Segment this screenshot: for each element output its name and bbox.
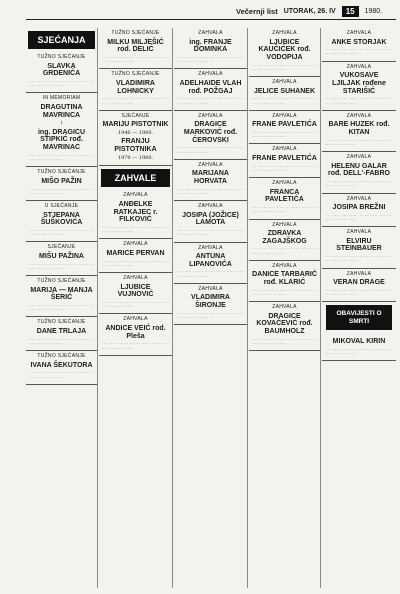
notice-body-text: · ·· · ··· ·· · ··· · ·· ··· · ·· · ··· ·· · ·· ··· ·· · ·· · ··· · ·· ·· ··· · ·· · ··· ··	[252, 206, 317, 215]
notice-heading: ZAHVALA	[198, 30, 223, 36]
notice-box	[249, 28, 320, 77]
notice-heading: ZAHVALA	[272, 304, 297, 311]
notice-box	[174, 69, 247, 110]
notice-heading: TUŽNO SJEĆANJE	[111, 30, 160, 36]
notice-name: VUKOSAVE LJILJAK rođene STARIŠIĆ	[332, 72, 386, 95]
notice-box	[322, 152, 396, 193]
notice-heading: ZAHVALA	[198, 203, 223, 210]
notice-body-text: · ·· · ··· ·· · ··· · ·· ··· · ·· · ··· ·· · ·· ··· ·· · ·· · ··· · ·· ·· ··· · ·· · ··· ··	[325, 97, 393, 106]
notice-heading: ZAHVALA	[346, 270, 372, 277]
notice-box	[322, 62, 396, 111]
notice-name: ANĐELKE RATKAJEC r. FILKOVIĆ	[113, 200, 158, 224]
notice-heading: ZAHVALA	[346, 229, 372, 236]
notice-name: MILKU MILJEŠIĆ rod. DELIĆ	[107, 38, 164, 54]
notice-body-text: · ·· · ··· ·· · ··· · ·· ··· · ·· · ··· ·· · ·· ··· ·· · ·· · ··· · ·· ·· ··· · ·· · ··· ··	[252, 337, 317, 347]
notice-name: JOSIPA (JOŽICE) LAMOTA	[182, 211, 239, 227]
notice-name: DRAGICE MARKOVIĆ rođ. ĆEROVSKI	[183, 121, 238, 144]
notice-body-text: · ·· · ··· ·· · ··· · ·· ··· · ·· · ··· ·· · ·· ··· ·· · ·· · ··· · ·· ·· ··· · ·· · ··· ··	[252, 63, 317, 72]
notice-body-text: · ·· · ··· ·· · ··· · ·· ··· · ·· · ··· ·· · ·· ··· ·· · ·· · ··· · ·· ·· ··· · ·· · ··· ··	[325, 180, 393, 189]
issue-date: UTORAK, 26. IV	[283, 7, 336, 15]
notice-box	[26, 52, 97, 93]
column-2	[99, 28, 173, 588]
notice-heading: ZAHVALA	[346, 63, 372, 70]
notice-heading: ZAHVALA	[346, 30, 372, 36]
notice-body-text: · ·· · ··· ·· · ··· · ·· ··· · ·· · ··· ·· · ·· ··· ·· · ·· · ··· · ·· ·· ··· · ·· · ··· ··	[102, 300, 169, 310]
notice-body-text: · ·· · ··· ·· · ··· · ·· ··· · ·· · ··· ·· · ·· ··· ·· · ·· · ··· · ·· ·· ··· · ·· · ··· ··	[325, 213, 393, 222]
notice-box	[99, 239, 172, 273]
notice-box	[174, 284, 247, 325]
notice-box	[322, 333, 396, 361]
notice-box	[249, 261, 320, 302]
section-banner: ZAHVALE	[101, 169, 170, 187]
notice-box	[249, 178, 320, 219]
notice-body-text: · ·· · ··· ·· · ··· · ·· ··· · ·· · ··· ·· · ·· ··· ·· · ·· · ··· · ·· ·· ··· · ·· · ··· ··	[325, 347, 393, 357]
notice-body-text: · ·· · ··· ·· · ··· · ·· ··· · ·· · ··· ·· · ·· ··· ·· · ·· · ··· · ·· ·· ··· · ·· · ··· ··	[325, 48, 393, 57]
notice-name: VLADIMIRA LOHNICKY	[116, 79, 155, 95]
notice-box	[249, 111, 320, 145]
notice-body-text: · ·· · ··· ·· · ··· · ·· ··· · ·· · ··· ·· · ·· ··· ·· · ·· · ··· · ·· ·· ··· · ·· · ··· ··	[29, 371, 94, 380]
notice-name: IVANA ŠEKUTORA	[30, 361, 93, 369]
notice-name: ing. FRANJE DOMINKA	[189, 38, 232, 54]
header-rule	[26, 19, 396, 20]
notice-name: DRAGUTINA MAVRINCA	[40, 103, 83, 119]
notice-heading: TUŽNO SJEĆANJE	[37, 353, 86, 360]
notice-box	[322, 269, 396, 303]
section-banner: SJEĆANJA	[28, 31, 95, 49]
notice-name: MARICE PERVAN	[106, 249, 165, 257]
notice-name: ZDRAVKA ZAGAJŠKOG	[262, 230, 307, 245]
notice-box	[26, 201, 97, 242]
notice-body-text: · ·· · ··· ·· · ··· · ·· ··· · ·· · ··· ·· · ·· ··· ·· · ·· · ··· · ·· ·· ··· · ·· · ··· ··	[177, 229, 244, 238]
notice-name: VLADIMIRA ŠIRONJE	[191, 294, 230, 310]
notice-name: VERAN DRAGE	[333, 279, 385, 287]
notice-box	[99, 273, 172, 314]
page-header	[236, 4, 396, 18]
notice-box	[99, 69, 172, 110]
notice-name: DANE TRLAJA	[36, 327, 87, 335]
notice-body-text: · ·· · ··· ·· · ··· · ·· ··· · ·· · ··· ·· · ·· ··· ·· · ·· · ··· · ·· ·· ··· · ·· · ··· ··	[29, 262, 94, 271]
notice-box	[322, 227, 396, 268]
notice-box	[99, 190, 172, 239]
notice-body-text: · ·· · ··· ·· · ··· · ·· ··· · ·· · ··· ·· · ·· ··· ·· · ·· · ··· · ·· ·· ··· · ·· · ··· ··	[29, 153, 94, 163]
notice-name: MIKOVAL KIRIN	[332, 338, 386, 346]
notice-heading: ZAHVALA	[198, 285, 223, 292]
notice-name: ELVIRU STEINBAUER	[336, 237, 382, 253]
notice-heading: ZAHVALA	[198, 244, 223, 251]
notice-heading: TUŽNO SJEĆANJE	[37, 319, 86, 326]
notice-heading: ZAHVALA	[198, 71, 223, 78]
notice-body-text: · ·· · ··· ·· · ··· · ·· ··· · ·· · ··· ·· · ·· ··· ·· · ·· · ··· · ·· ·· ··· · ·· · ··· ··	[252, 288, 317, 297]
column-1	[26, 28, 98, 588]
issue-year: 1980.	[364, 7, 383, 15]
notice-body-text: · ·· · ··· ·· · ··· · ·· ··· · ·· · ··· ·· · ·· ··· ·· · ·· · ··· · ·· ·· ··· · ·· · ··· ··	[177, 311, 244, 321]
notice-box	[249, 302, 320, 351]
notice-body-text: · ·· · ··· ·· · ··· · ·· ··· · ·· · ··· ·· · ·· ··· ·· · ·· · ··· · ·· ·· ··· · ·· · ··· ··	[29, 228, 94, 238]
notice-name: STJEPANA ŠUŠKOVIĆA	[40, 211, 83, 227]
notice-body-text: · ·· · ··· ·· · ··· · ·· ··· · ·· · ··· ·· · ·· ··· ·· · ·· · ··· · ·· ·· ··· · ·· · ··· ··	[325, 288, 393, 297]
column-5	[322, 28, 396, 588]
notice-name: FRANCA PAVLETIĆA	[265, 188, 304, 204]
notice-body-text: · ·· · ··· ·· · ··· · ·· ··· · ·· · ··· ·· · ·· ··· ·· · ·· · ··· · ·· ·· ··· · ·· · ··· ··	[102, 97, 169, 106]
notice-box	[322, 111, 396, 152]
notice-body-text: · ·· · ··· ·· · ··· · ·· ··· · ·· · ··· ·· · ·· ··· ·· · ·· · ··· · ·· ·· ··· · ·· · ··· ··	[252, 97, 317, 106]
notice-heading: ZAHVALA	[272, 262, 297, 269]
notice-heading: ZAHVALA	[346, 112, 372, 119]
notice-heading: ZAHVALA	[272, 180, 297, 187]
notice-heading: ZAHVALA	[123, 192, 148, 199]
notice-box	[99, 28, 172, 69]
notice-heading: ZAHVALA	[272, 221, 297, 228]
notice-box	[26, 276, 97, 317]
notice-box	[99, 314, 172, 355]
notice-heading: ZAHVALA	[272, 79, 297, 86]
notice-body-text: · ·· · ··· ·· · ··· · ·· ··· · ·· · ··· ·· · ·· ··· ·· · ·· · ··· · ·· ·· ··· · ·· · ··· ··	[102, 225, 169, 235]
notice-heading: ZAHVALA	[123, 316, 148, 323]
notice-name: HELENU GALAR rođ. DELL'-FABRO	[328, 162, 390, 178]
notice-name: FRANJU PISTOTNIKA	[114, 138, 157, 154]
notice-body-text: · ·· · ··· ·· · ··· · ·· ··· · ·· · ··· ·· · ·· ··· ·· · ·· · ··· · ·· ·· ··· · ·· · ··· ··	[177, 146, 244, 155]
notice-box	[174, 243, 247, 284]
notice-heading: ZAHVALA	[272, 146, 297, 153]
notice-body-text: · ·· · ··· ·· · ··· · ·· ··· · ·· · ··· ·· · ·· ··· ·· · ·· · ··· · ·· ·· ··· · ·· · ··· ··	[102, 342, 169, 351]
notice-body-text: · ·· · ··· ·· · ··· · ·· ··· · ·· · ··· ·· · ·· ··· ·· · ·· · ··· · ·· ·· ··· · ·· · ··· ··	[102, 259, 169, 268]
notice-subline: 1979 — 1980.	[117, 154, 154, 161]
notice-heading: ZAHVALA	[346, 195, 372, 202]
notice-box	[26, 93, 97, 167]
notice-body-text: · ·· · ··· ·· · ··· · ·· ··· · ·· · ··· ·· · ·· ··· ·· · ·· · ··· · ·· ·· ··· · ·· · ··· ··	[325, 255, 393, 264]
notice-box	[174, 28, 247, 69]
notice-name: FRANE PAVLETIĆA	[252, 121, 317, 129]
notice-heading: ZAHVALA	[123, 241, 148, 248]
notice-body-text: · ·· · ··· ·· · ··· · ·· ··· · ·· · ··· ·· · ·· ··· ·· · ·· · ··· · ·· ·· ··· · ·· · ··· ··	[177, 270, 244, 279]
notice-name: JOSIPA BREŽNI	[332, 204, 386, 211]
notice-name: ANKE STORJAK	[331, 38, 387, 46]
notice-subline: i	[60, 120, 63, 127]
notice-heading: ZAHVALA	[198, 161, 223, 168]
notice-name: LJUBICE VUJNOVIĆ	[117, 283, 154, 299]
notice-heading: SJEĆANJE	[121, 112, 150, 119]
notice-name: LJUBICE KAUČIĆEK rođ. VODOPIJA	[258, 38, 311, 61]
notice-body-text: · ·· · ··· ·· · ··· · ·· ··· · ·· · ··· ·· · ·· ··· ·· · ·· · ··· · ·· ·· ··· · ·· · ··· ··	[325, 138, 393, 147]
notice-name: MIŠU PAŽINA	[39, 252, 84, 260]
notice-name: SLAVKA GRDENIĆA	[42, 62, 81, 78]
notice-box	[26, 351, 97, 385]
notice-name: MARIJANA HORVATA	[192, 170, 229, 185]
notice-box	[99, 111, 172, 167]
column-4	[249, 28, 321, 588]
notice-heading: TUŽNO SJEĆANJE	[37, 278, 86, 285]
notice-body-text: · ·· · ··· ·· · ··· · ·· ··· · ·· · ··· ·· · ·· ··· ·· · ·· · ··· · ·· ·· ··· · ·· · ··· ··	[29, 79, 94, 89]
notice-subline: 1946 — 1980.	[117, 129, 154, 136]
notice-name: JELICE SUHANEK	[253, 87, 316, 95]
notice-heading: TUŽNO SJEĆANJE	[111, 71, 160, 78]
notice-heading: ZAHVALA	[123, 275, 148, 282]
notice-box	[174, 160, 247, 201]
page-number: 15	[342, 6, 359, 17]
notice-box	[322, 194, 396, 228]
notice-heading: ZAHVALA	[272, 30, 297, 36]
notice-name: DANICE TARBARIĆ rođ. KLARIĆ	[252, 271, 317, 287]
notice-name: ADELHAIDE VLAH rođ. POŽGAJ	[179, 79, 242, 95]
notice-name: FRANE PAVLETIĆA	[252, 154, 317, 162]
section-banner: OBAVIJESTI O SMRTI	[326, 305, 392, 330]
notice-heading: U SJEĆANJE	[44, 203, 79, 209]
notice-body-text: · ·· · ··· ·· · ··· · ·· ··· · ·· · ··· ·· · ·· ··· ·· · ·· · ··· · ·· ·· ··· · ·· · ··· ··	[252, 164, 317, 173]
notice-box	[174, 111, 247, 160]
column-3	[174, 28, 248, 588]
notice-body-text: · ·· · ··· ·· · ··· · ·· ··· · ·· · ··· ·· · ·· ··· ·· · ·· · ··· · ·· ·· ··· · ·· · ··· ··	[177, 97, 244, 106]
notice-box	[26, 167, 97, 201]
notice-name: MARIJU PISTOTNIK	[102, 121, 169, 129]
notice-heading: ZAHVALA	[272, 112, 297, 119]
notice-box	[174, 201, 247, 242]
notice-heading: ZAHVALA	[198, 112, 223, 119]
notice-box	[249, 77, 320, 111]
notice-name: ANDICE VEIĆ rod. Pleša	[105, 324, 166, 340]
notice-box	[26, 317, 97, 351]
notice-body-text: · ·· · ··· ·· · ··· · ·· ··· · ·· · ··· ·· · ·· ··· ·· · ·· · ··· · ·· ·· ··· · ·· · ··· ··	[252, 130, 317, 140]
notice-name: MIŠO PAŽIN	[41, 177, 82, 185]
notice-name: DRAGICE KOVAČEVIĆ rođ. BAUMHOLZ	[256, 312, 313, 336]
notice-body-text: · ·· · ··· ·· · ··· · ·· ··· · ·· · ··· ·· · ·· ··· ·· · ·· · ··· · ·· ·· ··· · ·· · ··· ··	[177, 187, 244, 196]
notice-heading: ZAHVALA	[346, 154, 372, 161]
notice-box	[249, 144, 320, 178]
notice-name: BARE HUZEK rođ. KITAN	[328, 121, 390, 136]
notice-box	[26, 242, 97, 276]
newspaper-name: Večernji list	[236, 6, 278, 16]
notice-name: MARIJA — MANJA ŠERIĆ	[30, 286, 93, 302]
notice-body-text: · ·· · ··· ·· · ··· · ·· ··· · ·· · ··· ·· · ·· ··· ·· · ·· · ··· · ·· ·· ··· · ·· · ··· ··	[177, 55, 244, 65]
notice-body-text: · ·· · ··· ·· · ··· · ·· ··· · ·· · ··· ·· · ·· ··· ·· · ·· · ··· · ·· ·· ··· · ·· · ··· ··	[29, 337, 94, 346]
notice-box	[249, 220, 320, 261]
notice-heading: IN MEMORIAM	[42, 95, 81, 102]
notice-box	[322, 28, 396, 62]
notice-name: ing. DRAGICU STIPKIĆ rođ. MAVRINAC	[37, 128, 86, 152]
notice-heading: TUŽNO SJEĆANJE	[37, 169, 86, 176]
notice-body-text: · ·· · ··· ·· · ··· · ·· ··· · ·· · ··· ·· · ·· ··· ·· · ·· · ··· · ·· ·· ··· · ·· · ··· ··	[252, 247, 317, 256]
notice-body-text: · ·· · ··· ·· · ··· · ·· ··· · ·· · ··· ·· · ·· ··· ·· · ·· · ··· · ·· ·· ··· · ·· · ··· ··	[102, 55, 169, 65]
notice-body-text: · ·· · ··· ·· · ··· · ·· ··· · ·· · ··· ·· · ·· ··· ·· · ·· · ··· · ·· ·· ··· · ·· · ··· ··	[29, 187, 94, 196]
notice-name: ANTUNA LIPANOVIĆA	[189, 253, 232, 268]
notice-heading: SJEĆANJE	[47, 244, 76, 251]
notice-heading: TUŽNO SJEĆANJE	[37, 54, 86, 60]
notice-body-text: · ·· · ··· ·· · ··· · ·· ··· · ·· · ··· ·· · ·· ··· ·· · ·· · ··· · ·· ·· ··· · ·· · ··· ··	[29, 303, 94, 313]
